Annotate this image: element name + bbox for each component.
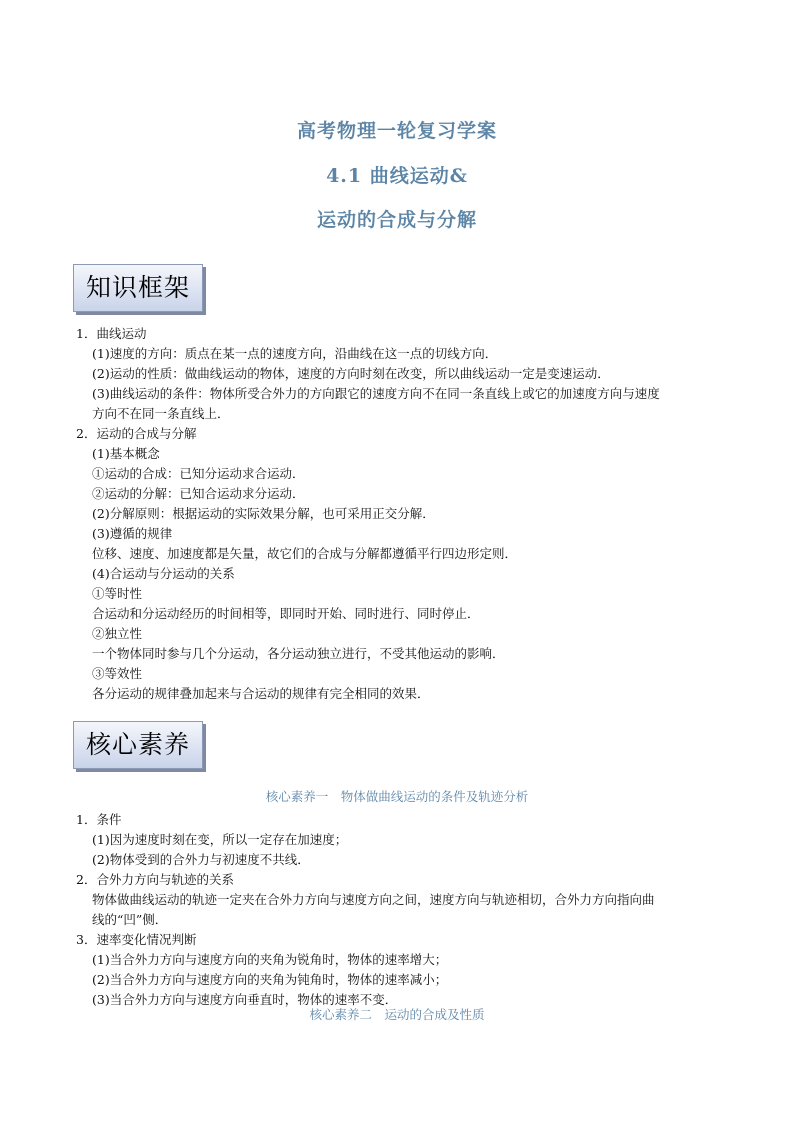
core1-heading: 核心素养一 物体做曲线运动的条件及轨迹分析: [265, 789, 529, 804]
text-line: 3．速率变化情况判断: [76, 932, 197, 947]
text-line: (1)基本概念: [92, 446, 160, 461]
text-line: 位移、速度、加速度都是矢量，故它们的合成与分解都遵循平行四边形定则．: [92, 546, 518, 561]
text-line: (3)当合外力方向与速度方向垂直时，物体的速率不变．: [92, 992, 398, 1007]
core2-heading: 核心素养二 运动的合成及性质: [309, 1007, 485, 1022]
text-line: (2)物体受到的合外力与初速度不共线．: [92, 852, 310, 867]
text-line: (2)当合外力方向与速度方向的夹角为钝角时，物体的速率减小；: [92, 972, 448, 987]
text-line: ①运动的合成：已知分运动求合运动．: [92, 466, 305, 481]
text-line: 合运动和分运动经历的时间相等，即同时开始、同时进行、同时停止．: [92, 606, 480, 621]
doc-subtitle: 4.1 曲线运动&: [326, 165, 468, 187]
text-line: ③等效性: [92, 666, 143, 681]
text-line: 线的“凹”侧．: [92, 912, 168, 927]
text-line: (3)曲线运动的条件：物体所受合外力的方向跟它的速度方向不在同一条直线上或它的加速度方向与速度: [92, 386, 660, 401]
section-banner-core: 核心素养: [73, 721, 203, 769]
text-line: 2．合外力方向与轨迹的关系: [76, 872, 234, 887]
text-line: ②运动的分解：已知合运动求分运动．: [92, 486, 305, 501]
text-line: ②独立性: [92, 626, 143, 641]
text-line: 物体做曲线运动的轨迹一定夹在合外力方向与速度方向之间，速度方向与轨迹相切，合外力方向指向曲: [92, 892, 655, 907]
text-line: (1)因为速度时刻在变，所以一定存在加速度；: [92, 832, 348, 847]
text-line: (2)运动的性质：做曲线运动的物体，速度的方向时刻在改变，所以曲线运动一定是变速运动．: [92, 366, 610, 381]
text-line: 1．条件: [76, 812, 122, 827]
doc-subtitle-2: 运动的合成与分解: [316, 209, 477, 231]
text-line: 2．运动的合成与分解: [76, 426, 197, 441]
text-line: 各分运动的规律叠加起来与合运动的规律有完全相同的效果．: [92, 686, 430, 701]
text-line: (4)合运动与分运动的关系: [92, 566, 235, 581]
text-line: (3)遵循的规律: [92, 526, 173, 541]
text-line: 一个物体同时参与几个分运动，各分运动独立进行，不受其他运动的影响．: [92, 646, 505, 661]
section-banner-framework: 知识框架: [73, 264, 203, 312]
text-line: (1)速度的方向：质点在某一点的速度方向，沿曲线在这一点的切线方向．: [92, 346, 498, 361]
text-line: 方向不在同一条直线上．: [92, 406, 230, 421]
text-line: (2)分解原则：根据运动的实际效果分解，也可采用正交分解．: [92, 506, 435, 521]
core-content: [76, 810, 731, 1010]
text-line: (1)当合外力方向与速度方向的夹角为锐角时，物体的速率增大；: [92, 952, 448, 967]
text-line: ①等时性: [92, 586, 143, 601]
doc-title: 高考物理一轮复习学案: [296, 120, 497, 142]
framework-content: [76, 324, 731, 704]
text-line: 1．曲线运动: [76, 326, 147, 341]
